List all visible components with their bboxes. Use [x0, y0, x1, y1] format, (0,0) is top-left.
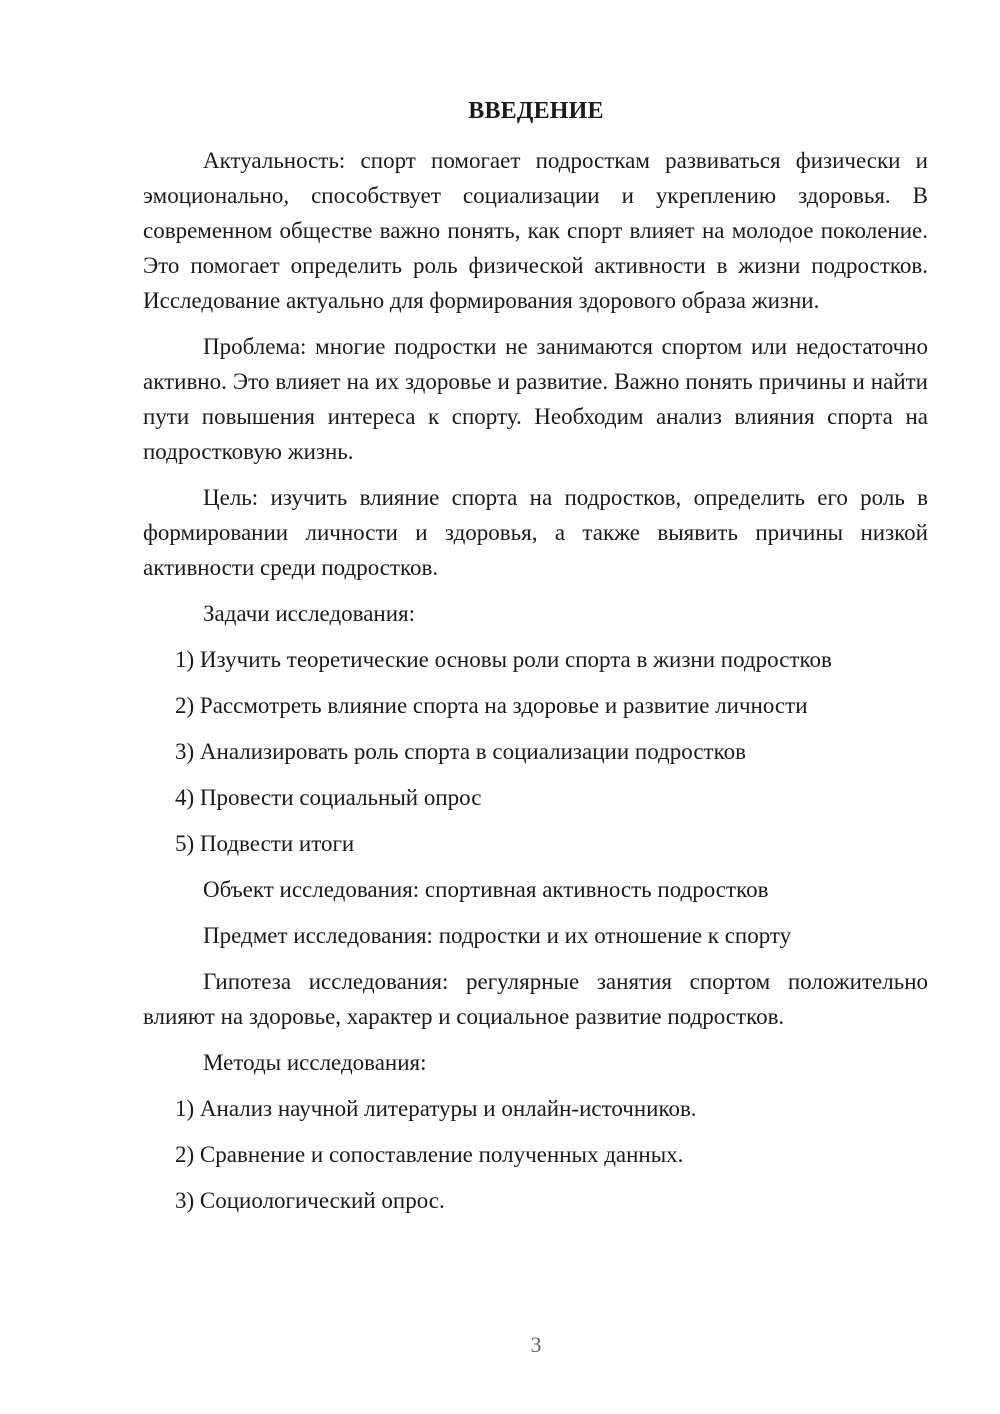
- relevance-paragraph: Актуальность: спорт помогает подросткам развиваться физически и эмоционально, способствует социализации и укреплению здоровья. В современном обществе важно понять, как спорт влияет на молодое поколение. Это помогает определить роль физической активности в жизни подростков. Исследование актуально для формирования здорового образа жизни.: [143, 148, 928, 313]
- problem-paragraph: Проблема: многие подростки не занимаются спортом или недостаточно активно. Это влияет на их здоровье и развитие. Важно понять причины и найти пути повышения интереса к спорту. Необходим анализ влияния спорта на подростковую жизнь.: [143, 334, 928, 464]
- list-item-method-1: 1) Анализ научной литературы и онлайн-источников.: [175, 1096, 697, 1121]
- list-item-task-1: 1) Изучить теоретические основы роли спорта в жизни подростков: [175, 647, 832, 672]
- hypothesis-paragraph: Гипотеза исследования: регулярные занятия спортом положительно влияют на здоровье, характер и социальное развитие подростков.: [143, 969, 928, 1029]
- list-item-method-3: 3) Социологический опрос.: [175, 1188, 445, 1213]
- goal-paragraph: Цель: изучить влияние спорта на подростков, определить его роль в формировании личности и здоровья, а также выявить причины низкой активности среди подростков.: [143, 485, 928, 580]
- list-item-task-2: 2) Рассмотреть влияние спорта на здоровье и развитие личности: [175, 693, 808, 718]
- subject-line: Предмет исследования: подростки и их отношение к спорту: [203, 923, 792, 948]
- methods-heading: Методы исследования:: [203, 1050, 427, 1075]
- tasks-heading: Задачи исследования:: [203, 601, 416, 626]
- object-line: Объект исследования: спортивная активность подростков: [203, 877, 769, 902]
- section-title: ВВЕДЕНИЕ: [468, 98, 604, 124]
- page-number: 3: [530, 1332, 542, 1357]
- list-item-task-4: 4) Провести социальный опрос: [175, 785, 482, 810]
- list-item-task-3: 3) Анализировать роль спорта в социализации подростков: [175, 739, 746, 764]
- list-item-method-2: 2) Сравнение и сопоставление полученных данных.: [175, 1142, 684, 1167]
- list-item-task-5: 5) Подвести итоги: [175, 831, 355, 856]
- document-body: [143, 143, 928, 1229]
